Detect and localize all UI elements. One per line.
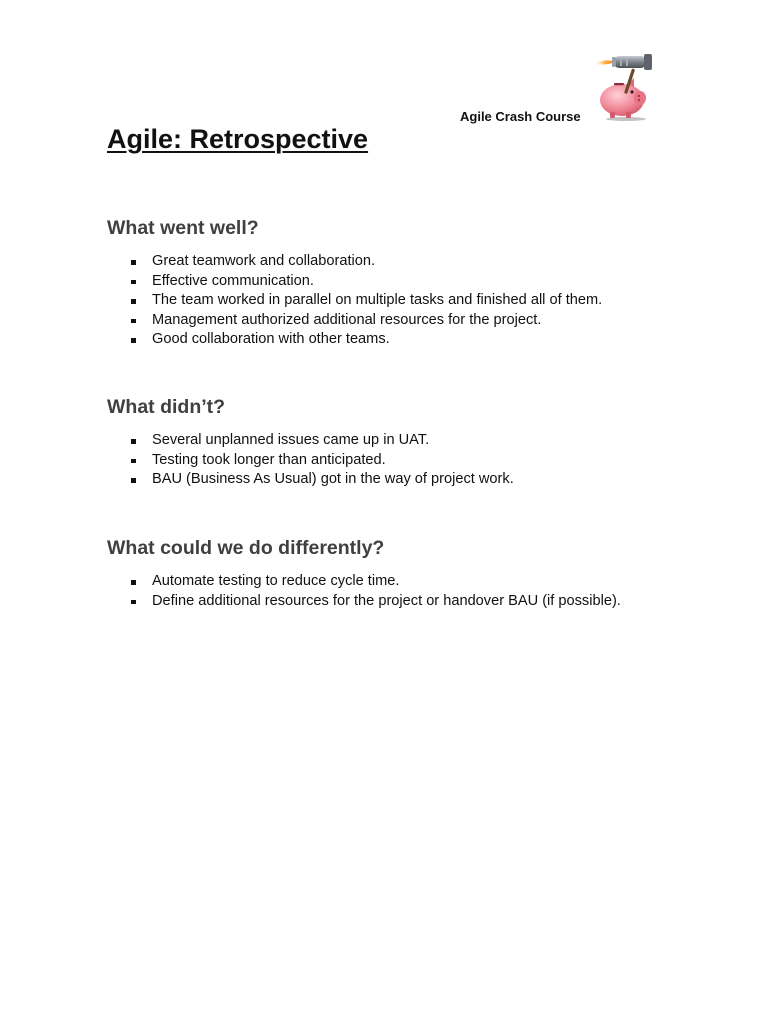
bullet-icon [131, 478, 136, 483]
document-page: Agile Crash Course Agile: Retrospective What went well? Great teamwork and collaboration. Effective communication. The team worked in parallel on multiple tasks and finished all of them. Management authorized additional resources for the project. Good collaboration with other teams. What didn’t? Several unplanned issues came up in UAT. Testing took longer than anticipated. BAU (Business As Usual) got in the way of project work. What could we do differently? Automate testing to reduce cycle time. Define additional resources for the project or handover BAU (if possible). [0, 0, 768, 1024]
bullet-icon [131, 580, 136, 585]
section-heading-do-differently: What could we do differently? [107, 537, 385, 559]
section-heading-what-didnt: What didn’t? [107, 396, 226, 418]
bullet-icon [131, 600, 136, 605]
bullet-icon [131, 260, 136, 265]
piggy-bank-rocket-hammer-icon [590, 44, 662, 124]
course-label: Agile Crash Course [460, 109, 581, 124]
bullet-icon [131, 459, 136, 464]
bullet-icon [131, 439, 136, 444]
bullet-icon [131, 319, 136, 324]
bullet-icon [131, 338, 136, 343]
bullet-icon [131, 280, 136, 285]
bullet-icon [131, 299, 136, 304]
section-heading-went-well: What went well? [107, 217, 259, 239]
document-title: Agile: Retrospective [107, 124, 369, 154]
